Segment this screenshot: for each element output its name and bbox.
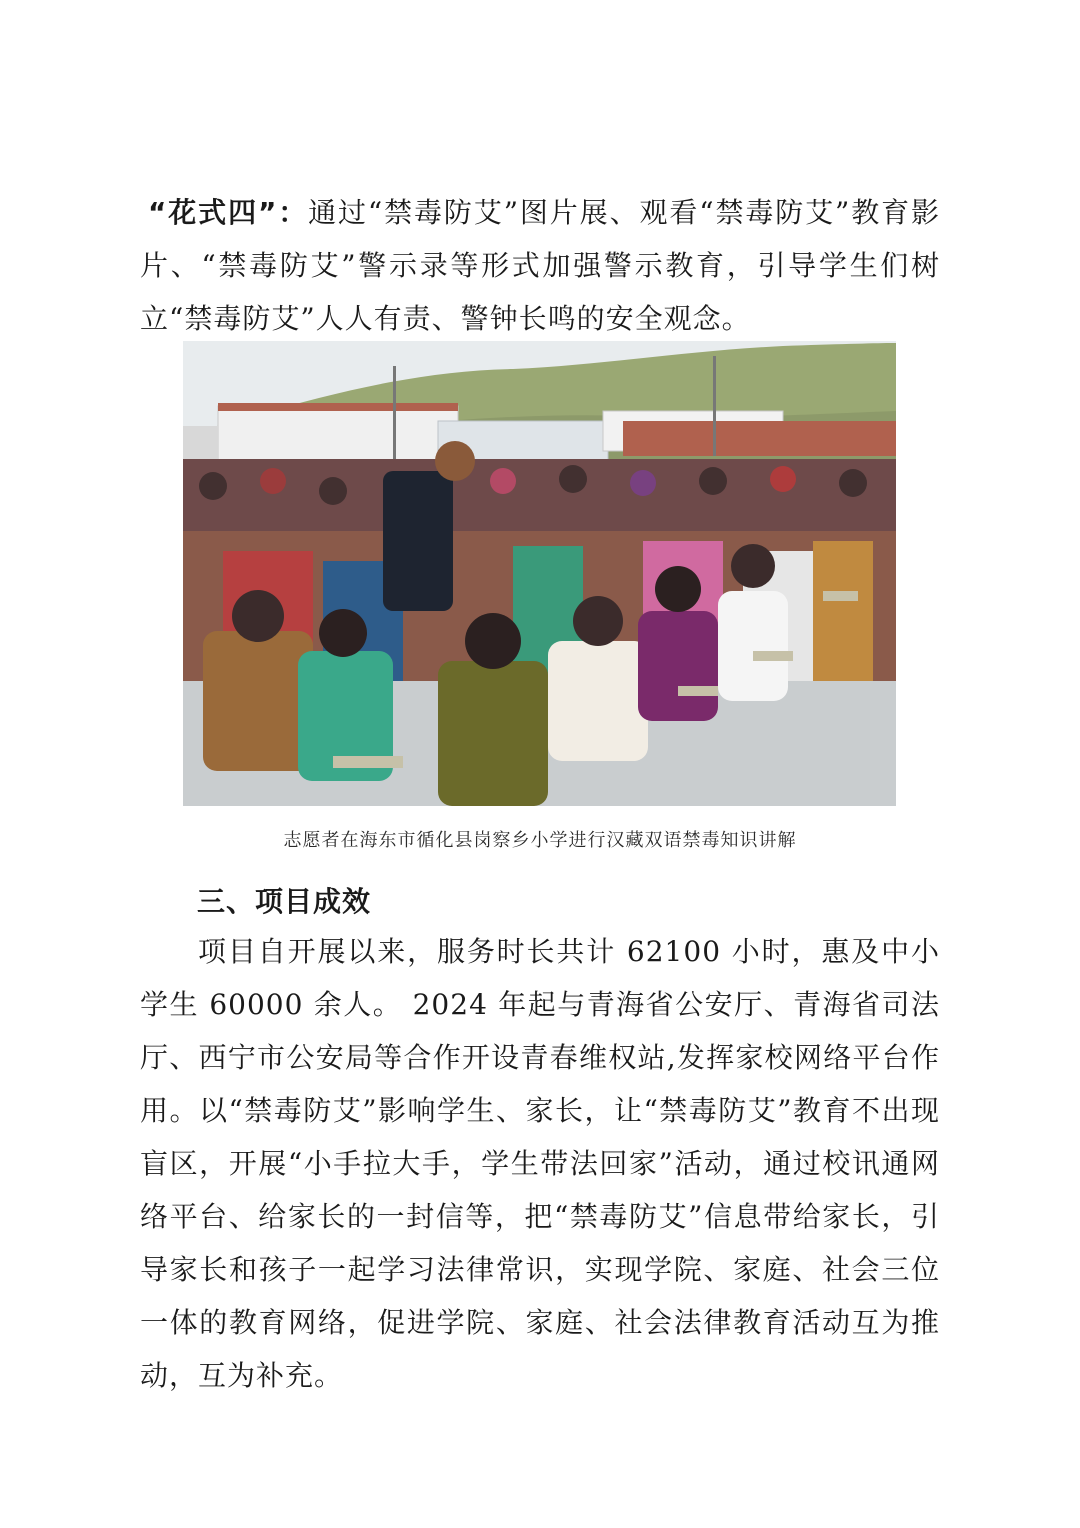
paragraph-body: 通过“禁毒防艾”图片展、观看“禁毒防艾”教育影片、“禁毒防艾”警示录等形式加强警示教育，引导学生们树立“禁毒防艾”人人有责、警钟长鸣的安全观念。 <box>140 196 940 335</box>
paragraph-huashi-four <box>140 186 940 345</box>
photo-caption: 志愿者在海东市循化县岗察乡小学进行汉藏双语禁毒知识讲解 <box>283 830 797 851</box>
paragraph-project-results: 项目自开展以来，服务时长共计 62100 小时，惠及中小学生 60000 余人。 2024 年起与青海省公安厅、青海省司法厅、西宁市公安局等合作开设青春维权站,发挥家校网络平台作用。以“禁毒防艾”影响学生、家长，让“禁毒防艾”教育不出现盲区，开展“小手拉大手，学生带法回家”活动，通过校讯通网络平台、给家长的一封信等，把“禁毒防艾”信息带给家长，引导家长和孩子一起学习法律常识，实现学院、家庭、社会三位一体的教育网络，促进学院、家庭、社会法律教育活动互为推动，互为补充。 <box>140 935 940 1392</box>
lead-label: “花式四”： <box>148 196 309 229</box>
section-heading: 三、项目成效 <box>197 885 372 918</box>
students-photo <box>183 341 896 806</box>
